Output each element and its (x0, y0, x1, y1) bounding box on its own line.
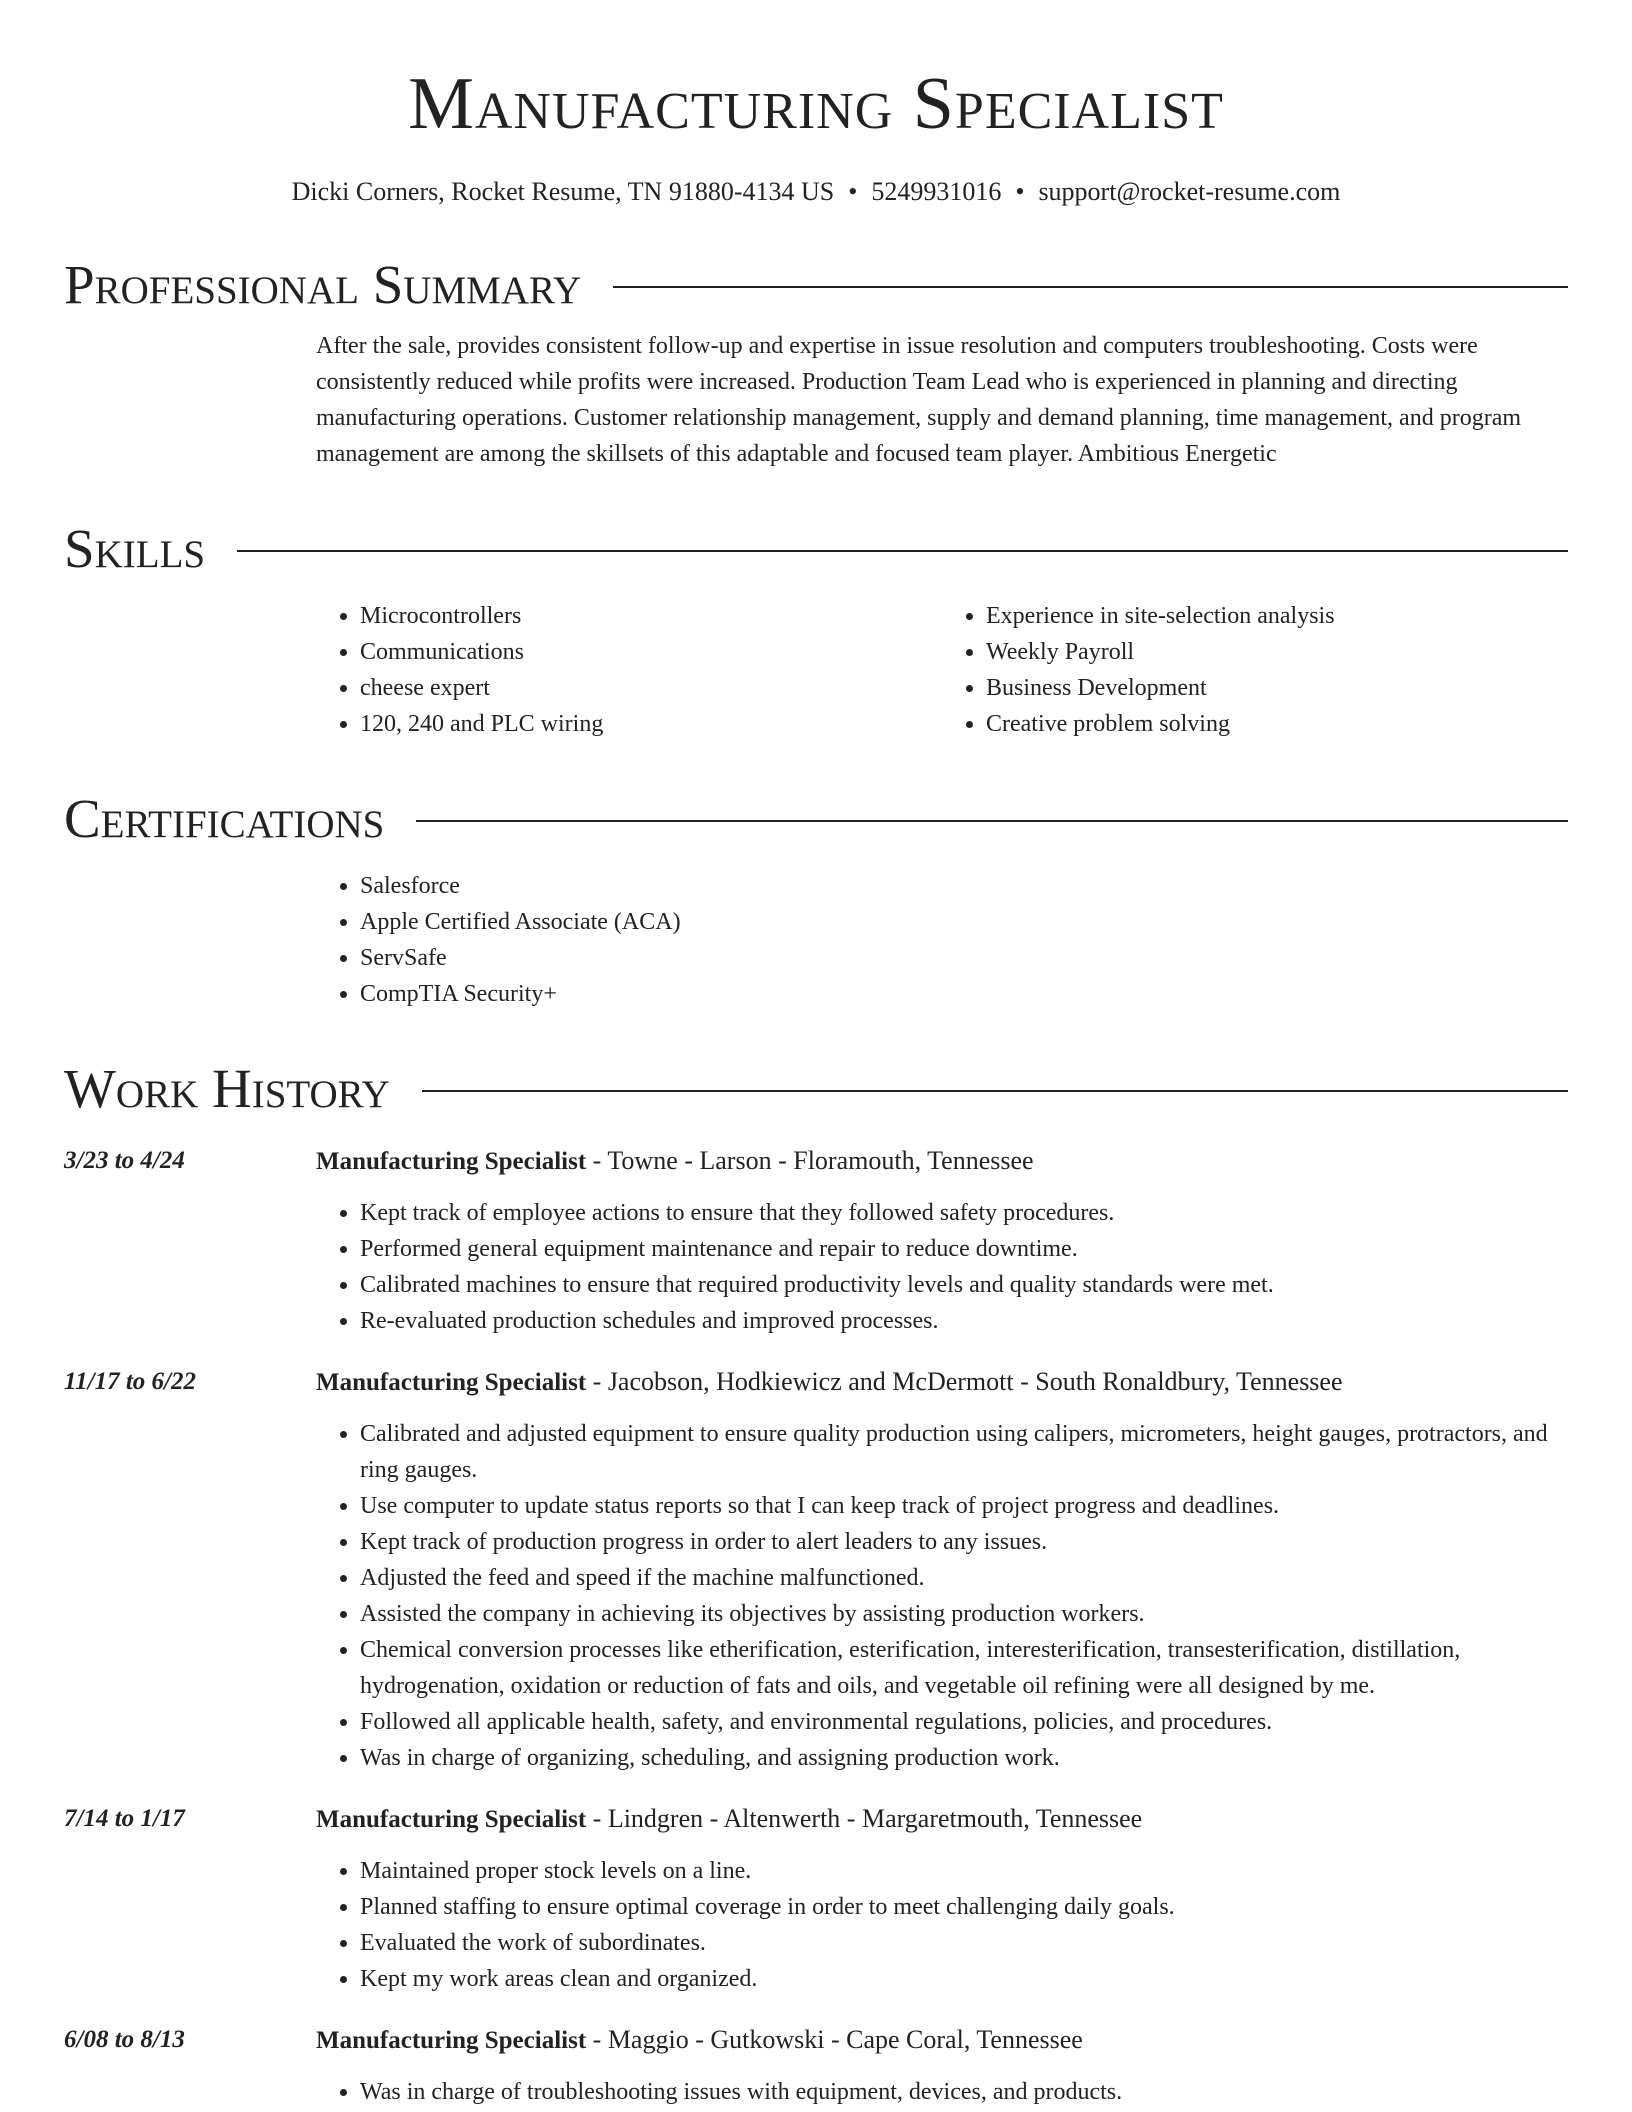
job-bullet: • Chemical conversion processes like etherification, esterification, interesterification, transesterification, distillation, hydrogenation, oxidation or reduction of fats and oils, and vegetable oil refining were all designed by me. (360, 1632, 1568, 1704)
job-dates: 7/14 to 1/17 (64, 1805, 185, 1832)
summary-section-header (64, 254, 1568, 316)
job-title: Manufacturing Specialist (316, 1369, 587, 1396)
contact-address: Dicki Corners, Rocket Resume, TN 91880-4134 US (291, 177, 835, 206)
contact-separator: • (848, 177, 858, 206)
section-divider (613, 286, 1568, 288)
job-bullet: • Followed all applicable health, safety, and environmental regulations, policies, and procedures. (360, 1704, 1568, 1740)
skill-item: • Microcontrollers (360, 598, 942, 634)
job-details: - Lindgren - Altenwerth - Margaretmouth, Tennessee (586, 1804, 1143, 1833)
job-bullet: • Was in charge of organizing, scheduling, and assigning production work. (360, 1740, 1568, 1776)
job-bullet: • Re-evaluated production schedules and improved processes. (360, 1303, 1568, 1339)
summary-text: After the sale, provides consistent follow-up and expertise in issue resolution and computers troubleshooting. Costs were consistently reduced while profits were increased. Production Team Lead who is experienced in planning and directing manufacturing operations. Customer relationship management, supply and demand planning, time management, and program management are among the skillsets of this adaptable and focused team player. Ambitious Energetic (316, 333, 1522, 467)
job-bullet-list (316, 1416, 1568, 1776)
job-bullet: • Adjusted the feed and speed if the machine malfunctioned. (360, 1560, 1568, 1596)
resume-name: Manufacturing Specialist (408, 63, 1224, 145)
contact-separator: • (1015, 177, 1025, 206)
job-header (316, 1144, 1568, 1179)
skill-item: • Communications (360, 634, 942, 670)
job-content (316, 1802, 1568, 1997)
job-bullet: • Use computer to update status reports so that I can keep track of project progress and deadlines. (360, 1488, 1568, 1524)
job-bullet: • Calibrated and adjusted equipment to ensure quality production using calipers, micrometers, height gauges, protractors, and ring gauges. (360, 1416, 1568, 1488)
job-bullet: • Calibrated machines to ensure that required productivity levels and quality standards were met. (360, 1267, 1568, 1303)
skill-item: • Creative problem solving (986, 706, 1568, 742)
job-dates: 11/17 to 6/22 (64, 1368, 196, 1395)
job-bullet: • Performed general equipment maintenance and repair to reduce downtime. (360, 1231, 1568, 1267)
job-title: Manufacturing Specialist (316, 2027, 587, 2054)
job-entry (64, 1365, 1568, 1776)
skill-item: • cheese expert (360, 670, 942, 706)
job-entry (64, 2023, 1568, 2110)
summary-section-body (316, 328, 1568, 472)
job-details: - Maggio - Gutkowski - Cape Coral, Tennessee (586, 2025, 1083, 2054)
job-header (316, 1802, 1568, 1837)
job-bullet: • Kept track of employee actions to ensure that they followed safety procedures. (360, 1195, 1568, 1231)
certification-item: • Salesforce (360, 868, 1568, 904)
skills-column-right (942, 598, 1568, 742)
skills-section-body (316, 598, 1568, 742)
section-divider (237, 550, 1568, 552)
summary-section-title: Professional Summary (64, 254, 582, 315)
skills-grid (316, 598, 1568, 742)
skill-item: • Weekly Payroll (986, 634, 1568, 670)
skills-section-header (64, 518, 1568, 580)
contact-email[interactable]: support@rocket-resume.com (1038, 177, 1341, 206)
job-dates: 3/23 to 4/24 (64, 1147, 185, 1174)
job-header (316, 2023, 1568, 2058)
section-divider (416, 820, 1568, 822)
certification-item: • ServSafe (360, 940, 1568, 976)
skills-section-title: Skills (64, 518, 206, 579)
work-history-section-header (64, 1058, 1568, 1120)
section-divider (422, 1090, 1568, 1092)
job-details: - Jacobson, Hodkiewicz and McDermott - South Ronaldbury, Tennessee (586, 1367, 1343, 1396)
job-bullet-list (316, 1195, 1568, 1339)
work-history-section-title: Work History (64, 1058, 390, 1119)
certification-list (316, 868, 1568, 1012)
job-header (316, 1365, 1568, 1400)
job-content (316, 2023, 1568, 2110)
job-entry (64, 1144, 1568, 1339)
job-bullet: • Planned staffing to ensure optimal coverage in order to meet challenging daily goals. (360, 1889, 1568, 1925)
job-bullet: • Was in charge of troubleshooting issues with equipment, devices, and products. (360, 2074, 1568, 2110)
job-bullet: • Assisted the company in achieving its objectives by assisting production workers. (360, 1596, 1568, 1632)
job-content (316, 1144, 1568, 1339)
certifications-section-body (316, 868, 1568, 1012)
certifications-section-header (64, 788, 1568, 850)
job-bullet-list (316, 1853, 1568, 1997)
skill-item: • 120, 240 and PLC wiring (360, 706, 942, 742)
job-bullet: • Maintained proper stock levels on a line. (360, 1853, 1568, 1889)
job-title: Manufacturing Specialist (316, 1806, 587, 1833)
skills-column-left (316, 598, 942, 742)
job-entry (64, 1802, 1568, 1997)
job-details: - Towne - Larson - Floramouth, Tennessee (586, 1146, 1034, 1175)
job-bullet: • Kept track of production progress in order to alert leaders to any issues. (360, 1524, 1568, 1560)
job-bullet: • Kept my work areas clean and organized. (360, 1961, 1568, 1997)
job-content (316, 1365, 1568, 1776)
certification-item: • Apple Certified Associate (ACA) (360, 904, 1568, 940)
contact-phone: 5249931016 (871, 177, 1002, 206)
job-bullet: • Evaluated the work of subordinates. (360, 1925, 1568, 1961)
skill-item: • Business Development (986, 670, 1568, 706)
job-dates: 6/08 to 8/13 (64, 2026, 185, 2053)
skill-item: • Experience in site-selection analysis (986, 598, 1568, 634)
certifications-section-title: Certifications (64, 788, 385, 849)
job-bullet-list (316, 2074, 1568, 2110)
certification-item: • CompTIA Security+ (360, 976, 1568, 1012)
contact-line (64, 176, 1568, 208)
job-title: Manufacturing Specialist (316, 1148, 587, 1175)
